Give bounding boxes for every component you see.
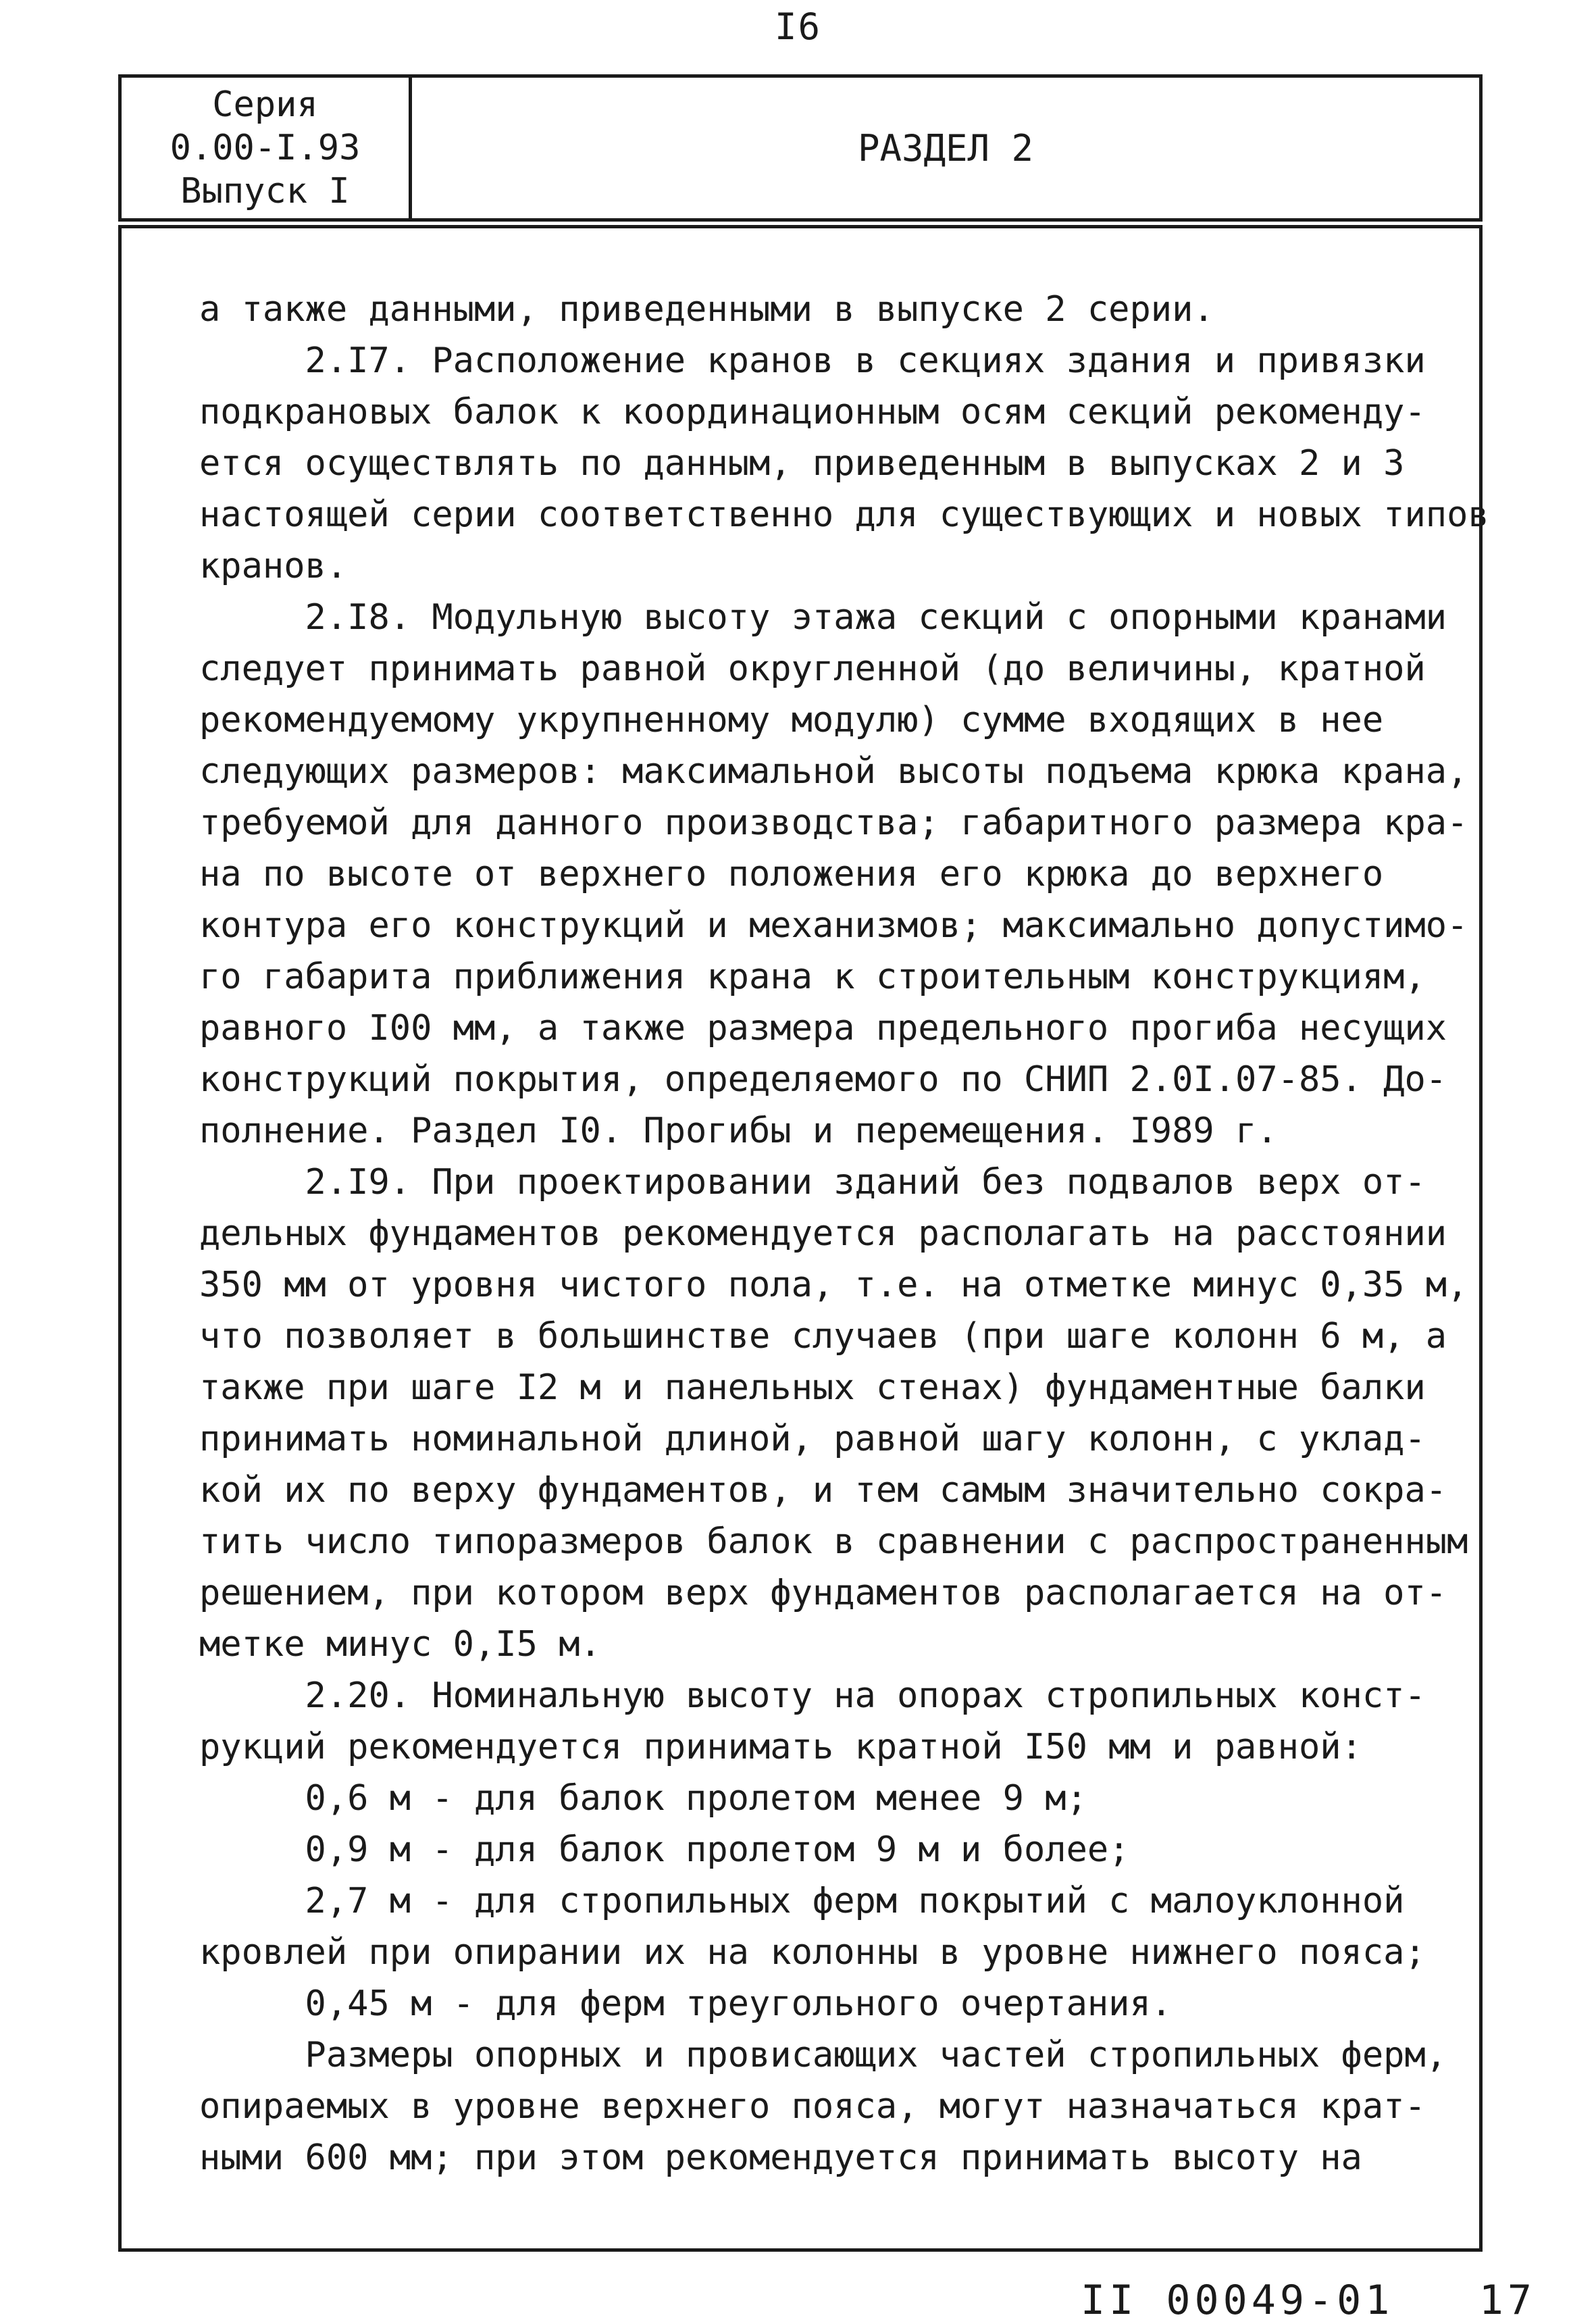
- text-line: тить число типоразмеров балок в сравнении с распространенным: [199, 1521, 1468, 1562]
- section-cell: [412, 78, 1479, 218]
- body-text: [199, 284, 1489, 2183]
- text-line: требуемой для данного производства; габаритного размера кра-: [199, 803, 1468, 843]
- text-line: кой их по верху фундаментов, и тем самым значительно сокра-: [199, 1470, 1447, 1511]
- series-number: 0.00-I.93: [170, 128, 361, 168]
- series-label: Серия: [212, 84, 318, 125]
- text-line: контура его конструкций и механизмов; максимально допустимо-: [199, 905, 1468, 946]
- text-line: что позволяет в большинстве случаев (при шаге колонн 6 м, а: [199, 1316, 1447, 1357]
- text-line: кранов.: [199, 546, 348, 586]
- series-cell: [122, 78, 412, 218]
- text-line: 0,9 м - для балок пролетом 9 м и более;: [199, 1829, 1130, 1870]
- text-line: 0,45 м - для ферм треугольного очертания.: [199, 1984, 1173, 2024]
- title-block: [118, 74, 1483, 222]
- text-line: рекомендуемому укрупненному модулю) сумме входящих в нее: [199, 700, 1384, 740]
- text-line: ется осуществлять по данным, приведенным в выпусках 2 и 3: [199, 443, 1405, 484]
- text-line: конструкций покрытия, определяемого по СНИП 2.0I.07-85. До-: [199, 1059, 1447, 1100]
- text-line: кровлей при опирании их на колонны в уровне нижнего пояса;: [199, 1932, 1426, 1973]
- text-line: следует принимать равной округленной (до величины, кратной: [199, 649, 1426, 689]
- text-line: го габарита приближения крана к строительным конструкциям,: [199, 957, 1426, 997]
- text-line: равного I00 мм, а также размера предельного прогиба несущих: [199, 1008, 1447, 1049]
- text-line: дельных фундаментов рекомендуется располагать на расстоянии: [199, 1213, 1447, 1254]
- text-line: 2.20. Номинальную высоту на опорах стропильных конст-: [199, 1675, 1426, 1716]
- text-line: метке минус 0,I5 м.: [199, 1624, 601, 1665]
- page-number: I6: [774, 5, 822, 48]
- text-line: настоящей серии соответственно для существующих и новых типов: [199, 495, 1489, 535]
- issue-label: Выпуск I: [180, 171, 350, 211]
- text-line: 2.I9. При проектировании зданий без подвалов верх от-: [199, 1162, 1426, 1203]
- text-line: рукций рекомендуется принимать кратной I50 мм и равной:: [199, 1727, 1362, 1767]
- text-line: подкрановых балок к координационным осям секций рекоменду-: [199, 392, 1426, 432]
- text-line: Размеры опорных и провисающих частей стропильных ферм,: [199, 2035, 1447, 2075]
- footer-code: II 00049-01 17: [1081, 2277, 1536, 2324]
- text-line: принимать номинальной длиной, равной шагу колонн, с уклад-: [199, 1419, 1426, 1459]
- text-line: опираемых в уровне верхнего пояса, могут назначаться крат-: [199, 2086, 1426, 2127]
- section-title: РАЗДЕЛ 2: [857, 126, 1034, 170]
- text-line: решением, при котором верх фундаментов располагается на от-: [199, 1573, 1447, 1613]
- text-line: полнение. Раздел I0. Прогибы и перемещения. I989 г.: [199, 1111, 1278, 1151]
- text-line: ными 600 мм; при этом рекомендуется принимать высоту на: [199, 2138, 1362, 2178]
- text-line: 2.I7. Расположение кранов в секциях здания и привязки: [199, 340, 1426, 381]
- text-line: также при шаге I2 м и панельных стенах) фундаментные балки: [199, 1367, 1426, 1408]
- text-line: следующих размеров: максимальной высоты подъема крюка крана,: [199, 751, 1468, 792]
- text-line: 350 мм от уровня чистого пола, т.е. на отметке минус 0,35 м,: [199, 1265, 1468, 1305]
- text-line: а также данными, приведенными в выпуске 2 серии.: [199, 289, 1214, 330]
- text-line: на по высоте от верхнего положения его крюка до верхнего: [199, 854, 1384, 894]
- text-line: 0,6 м - для балок пролетом менее 9 м;: [199, 1778, 1087, 1819]
- text-line: 2,7 м - для стропильных ферм покрытий с малоуклонной: [199, 1881, 1405, 1921]
- text-line: 2.I8. Модульную высоту этажа секций с опорными кранами: [199, 597, 1447, 638]
